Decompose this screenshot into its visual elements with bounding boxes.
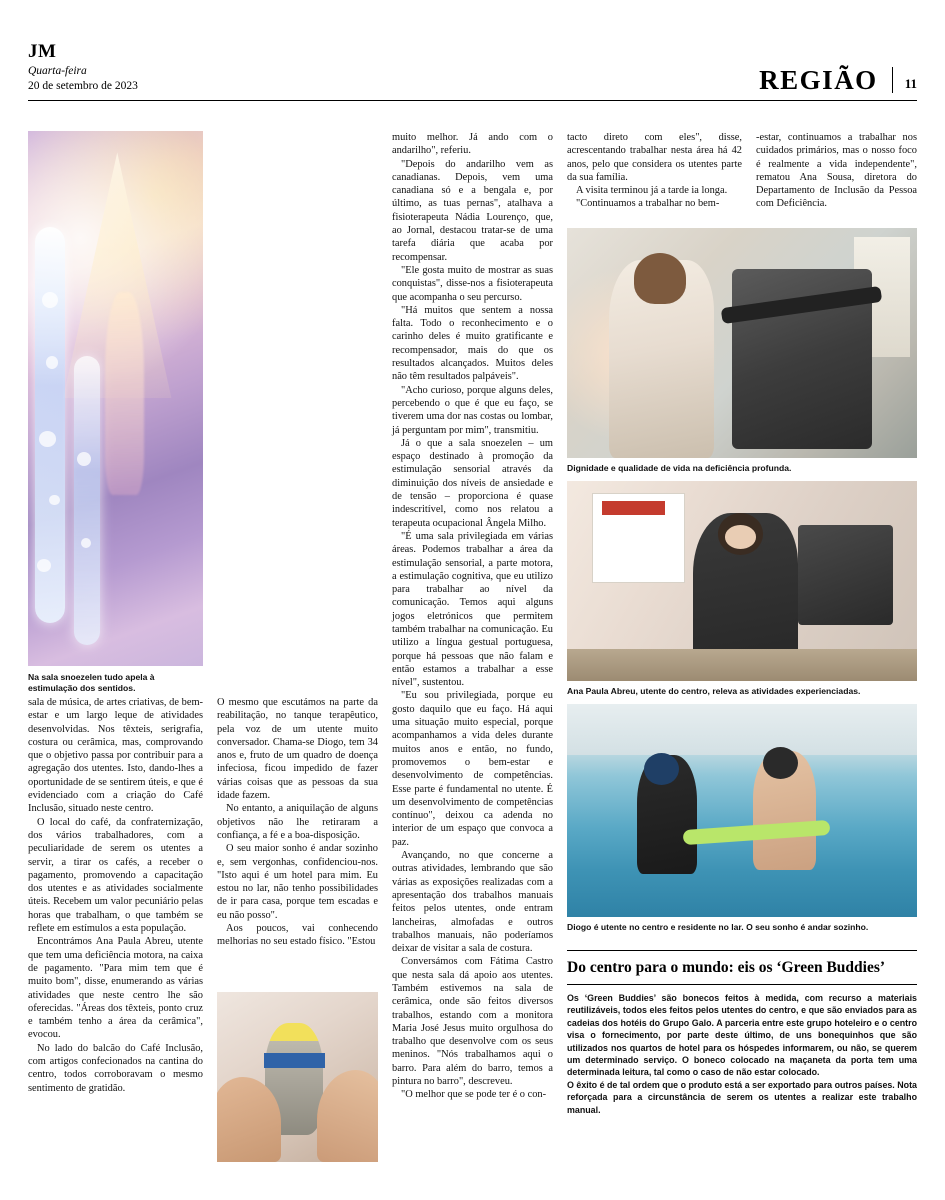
paragraph: O mesmo que escutámos na parte da reabilitação, no tanque terapêutico, pela voz de um utente muito conversador. Chama-se Diogo, tem 34 anos e, fruto de um quadro de doença infeciosa, ficou impedido de fazer várias coisas que as pessoas da sua idade fazem. bbox=[217, 697, 378, 802]
article-column-1 bbox=[28, 696, 203, 1156]
paragraph: "É uma sala privilegiada em várias áreas. Podemos trabalhar a área da estimulação sensorial, a parte motora, a estimulação cognitiva, que eu utilizo para trabalhar ao nível da comunicação. Temos aqui alguns jogos eletrónicos que permitem também trabalhar na comunicação. Eu utilizo a língua gestual portuguesa, porque há pessoas que não falam e então estamos a trabalhar a esse nível", sustentou. bbox=[392, 530, 553, 689]
article-column-4 bbox=[567, 131, 742, 221]
publication-logo: JM bbox=[28, 41, 57, 62]
caption-snoezelen: Na sala snoezelen tudo apela à estimulação dos sentidos. bbox=[28, 672, 155, 693]
paragraph: tacto direto com eles", disse, acrescentando trabalhar nesta área há 42 anos, pelo que considera os utentes parte da sua família. bbox=[567, 132, 742, 183]
section-title: REGIÃO bbox=[759, 65, 878, 95]
boxed-article-title: Do centro para o mundo: eis os ‘Green Buddies’ bbox=[567, 959, 886, 976]
photo-bokeh-dot bbox=[37, 559, 51, 572]
boxed-article-body bbox=[567, 992, 917, 1116]
paragraph: "Acho curioso, porque alguns deles, percebendo o que é que eu faço, se tiverem uma dor nas costas ou lombar, já perguntam por mim", transmitiu. bbox=[392, 384, 553, 436]
paragraph: Aos poucos, vai conhecendo melhorias no seu estado físico. "Estou bbox=[217, 923, 378, 948]
paragraph: No lado do balcão do Café Inclusão, com artigos confecionados na cantina do centro, todos corroboravam o mesmo sentimento de gratidão. bbox=[28, 1042, 203, 1094]
paragraph: sala de música, de artes criativas, de bem-estar e um largo leque de atividades desenvolvidas. Nos têxteis, serigrafia, costura ou cerâmica, mas, comprovando que o objetivo passa por contribuir para a agregação dos utentes. Isto, dando-lhes a oportunidade de se sentirem úteis, e que é evidenciado com a criação do Café Inclusão, situado neste centro. bbox=[28, 697, 203, 815]
paragraph: muito melhor. Já ando com o andarilho", referiu. bbox=[392, 132, 553, 157]
photo-rehabilitation bbox=[567, 228, 917, 458]
photo-bokeh-dot bbox=[42, 292, 58, 308]
caption-ana-paula-abreu: Ana Paula Abreu, utente do centro, releva as atividades experienciadas. bbox=[567, 686, 861, 696]
masthead-left bbox=[28, 42, 138, 93]
paragraph: Avançando, no que concerne a outras atividades, lembrando que são várias as exposições realizadas com a apresentação dos trabalhos manuais feitos pelos utentes, onde entram lancheiras, almofadas e outros trabalhos manuais, não poderíamos deixar de visitar a sala de costura. bbox=[392, 850, 553, 955]
photo-bokeh-dot bbox=[81, 538, 92, 549]
paragraph: O seu maior sonho é andar sozinho e, sem vergonhas, confidenciou-nos. "Isto aqui é um hotel para mim. Eu estou no lar, não tenho possibilidades de ir para casa, porque tem escadas e eu não posso". bbox=[217, 843, 378, 921]
article-column-5 bbox=[756, 131, 917, 221]
boxed-article bbox=[567, 950, 917, 1116]
paragraph: "Eu sou privilegiada, porque eu gosto daquilo que eu faço. Há aqui uma situação muito especial, porque acompanhamos a vida deles durante muitos anos e então, no fundo, promovemos o bem-estar e desenvolvimento de competências. Esse parte é fundamental no utente. É um desenvolvimento de competências contínuo", deixou ca adenda no interior de um espaço que convoca a paz. bbox=[392, 690, 553, 848]
masthead-divider bbox=[892, 67, 893, 93]
photo-therapeutic-pool bbox=[567, 704, 917, 917]
photo-doll-band bbox=[264, 1053, 325, 1068]
paragraph: Conversámos com Fátima Castro que nesta sala dá apoio aos utentes. Também estivemos na sala de cerâmica, onde são feitos diversos trabalhos, estando com a monitora Maria José Jesus muito orgulhosa do trabalho que desenvolve com os seus meninos. "Nós trabalhamos aqui o barro. Para além do barro, temos a pintura no barro", descreveu. bbox=[392, 956, 553, 1088]
paragraph: Os ‘Green Buddies’ são bonecos feitos à medida, com recurso a materiais reutilizáveis, todos eles feitos pelos utentes do centro, e que são enviados para as cadeias dos hotéis do Grupo Galo. A parceria entre este grupo hoteleiro e o centro visa o fornecimento, por parte deste último, de uns bonequinhos que são utilizados nos quartos de hotel para os hóspedes informarem, ou não, se querem um determinado serviço. O boneco colocado na maçaneta da porta tem uma determinada leitura, tal como o caso de não estar colocado. bbox=[567, 993, 917, 1078]
photo-bubble-tube-right bbox=[74, 356, 100, 645]
photo-user-face bbox=[725, 525, 757, 549]
photo-bokeh-dot bbox=[46, 356, 58, 369]
masthead bbox=[28, 42, 917, 101]
masthead-date: 20 de setembro de 2023 bbox=[28, 80, 138, 92]
paragraph: "Ele gosta muito de mostrar as suas conquistas", disse-nos a fisioterapeuta que acompanha o seu percurso. bbox=[392, 264, 553, 303]
paragraph: O local do café, da confraternização, dos vários trabalhadores, com a peculiaridade de serem os utentes a servir, a tirar os cafés, a receber o pagamento, promovendo a capacitação dos utentes e as atividades socialmente úteis. Recebem um valor pecuniário pelas horas que trabalham, o que também se reflete em estímulos a esta população. bbox=[28, 816, 203, 935]
box-rule-top bbox=[567, 950, 917, 951]
paragraph: "Há muitos que sentem a nossa falta. Todo o reconhecimento e o carinho deles é muito gratificante e recompensador, mais do que os resultados alcançados. Muitos deles não têm resultados palpáveis". bbox=[392, 304, 553, 383]
photo-green-buddy-doll bbox=[217, 992, 378, 1162]
photo-ana-paula-abreu bbox=[567, 481, 917, 681]
photo-counter bbox=[567, 649, 917, 681]
caption-therapeutic-pool: Diogo é utente no centro e residente no lar. O seu sonho é andar sozinho. bbox=[567, 922, 869, 932]
photo-pool-patient-head bbox=[763, 747, 798, 779]
photo-red-sign bbox=[602, 501, 665, 515]
paragraph: Já o que a sala snoezelen – um espaço destinado à promoção da estimulação sensorial através da diminuição dos níveis de ansiedade e de tensão – proporciona é quase indescritível, como nos relatou a terapeuta ocupacional Ângela Milho. bbox=[392, 437, 553, 529]
article-column-2 bbox=[217, 696, 378, 981]
photo-snoezelen-room bbox=[28, 131, 203, 666]
photo-therapist-hair bbox=[634, 253, 687, 304]
box-rule-middle bbox=[567, 984, 917, 985]
photo-hand-right bbox=[317, 1070, 378, 1162]
caption-rehabilitation: Dignidade e qualidade de vida na deficiência profunda. bbox=[567, 463, 792, 473]
paragraph: "Depois do andarilho vem as canadianas. Depois, vem uma canadiana só e a bengala e, por último, as tuas pernas", atalhava a fisioterapeuta Nádia Lourenço, que, ao Jornal, destacou tratar-se de uma tarefa diária que acaba por recompensar. bbox=[392, 158, 553, 263]
photo-bokeh-dot bbox=[49, 495, 60, 506]
paragraph: "O melhor que se pode ter é o con- bbox=[401, 1089, 547, 1101]
paragraph: O êxito é de tal ordem que o produto está a ser exportado para outros países. Nota reforçada para a circunstância de serem os utentes a realizar este trabalho manual. bbox=[567, 1079, 917, 1115]
photo-bokeh-dot bbox=[77, 452, 91, 466]
photo-snoezelen-figure bbox=[105, 292, 144, 495]
photo-monitor bbox=[798, 525, 893, 625]
paragraph: A visita terminou já a tarde ia longa. bbox=[576, 185, 728, 197]
paragraph: "Continuamos a trabalhar no bem- bbox=[576, 198, 720, 210]
paragraph: No entanto, a aniquilação de alguns objetivos não lhe retiraram a confiança, a fé e a boa-disposição. bbox=[217, 803, 378, 841]
photo-bokeh-dot bbox=[39, 431, 57, 447]
photo-pool-therapist-cap bbox=[644, 753, 679, 785]
article-column-3 bbox=[392, 131, 553, 1102]
page-number: 11 bbox=[904, 76, 917, 91]
paragraph: -estar, continuamos a trabalhar nos cuidados primários, mas o nosso foco é realmente a vida independente", rematou Ana Sousa, diretora do Departamento de Inclusão da Pessoa com Deficiência. bbox=[756, 132, 917, 210]
paragraph: Encontrámos Ana Paula Abreu, utente que tem uma deficiência motora, na caixa de pagamento. "Para mim tem que é muito bom", disse, enumerando as várias atividades que neste centro lhe são oferecidas. "Áreas dos têxteis, ponto cruz e também tenho a área da cerâmica", evocou. bbox=[28, 936, 203, 1041]
photo-pool-wall bbox=[567, 704, 917, 755]
masthead-weekday: Quarta-feira bbox=[28, 65, 87, 77]
masthead-right bbox=[759, 66, 917, 94]
